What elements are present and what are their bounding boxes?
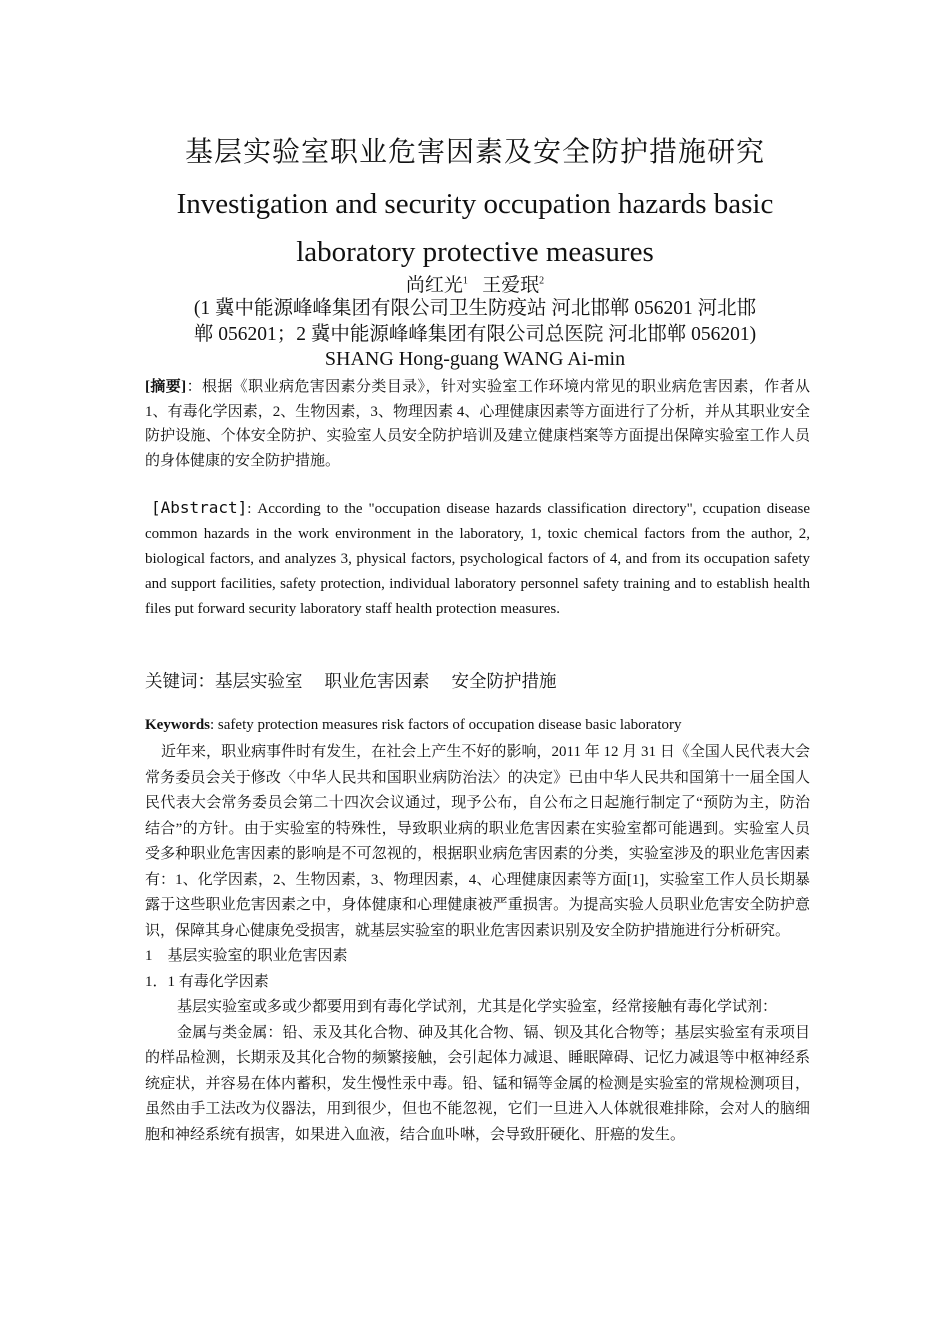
keyword-1: 基层实验室 (215, 671, 303, 691)
title-chinese: 基层实验室职业危害因素及安全防护措施研究 (184, 137, 765, 168)
author-1: 尚红光 (405, 275, 463, 296)
section-heading-1: 1 基层实验室的职业危害因素 (145, 948, 348, 964)
keywords-en-label: Keywords (145, 717, 210, 733)
authors-chinese (120, 270, 830, 297)
abstract-cn-colon: ： (186, 379, 202, 395)
author-2: 王爱珉 (482, 275, 540, 296)
title-english-line2: laboratory protective measures (296, 236, 654, 268)
affiliation-line2: 郸 056201；2 冀中能源峰峰集团有限公司总医院 河北邯郸 056201) (193, 324, 757, 345)
authors-english: SHANG Hong-guang WANG Ai-min (324, 348, 626, 370)
affiliation-line1: (1 冀中能源峰峰集团有限公司卫生防疫站 河北邯郸 056201 河北邯 (193, 298, 757, 319)
paragraph-1: 基层实验室或多或少都要用到有毒化学试剂，尤其是化学实验室，经常接触有毒化学试剂： (177, 999, 778, 1015)
affiliations (120, 296, 830, 348)
abstract-en-text: According to the "occupation disease hazards classification directory", ccupation disease common hazards in the work environment in the laboratory, 1, toxic chemical factors from the author, 2, biological factors, and analyzes 3, physical factors, psychological factors of 4, and from its occupation safety and support facilities, safety protection, individual laboratory personnel safety training and to establish health files put forward security laboratory staff health protection measures. (145, 501, 811, 617)
keywords-cn-label: 关键词： (145, 671, 215, 691)
keywords-english (145, 717, 810, 734)
abstract-en-label: [Abstract] (150, 498, 248, 517)
title-english-line1: Investigation and security occupation hazards basic (176, 188, 774, 220)
abstract-cn-text: 根据《职业病危害因素分类目录》，针对实验室工作环境内常见的职业病危害因素，作者从 1、有毒化学因素，2、生物因素，3、物理因素 4、心理健康因素等方面进行了分析，并从其职业安全防护设施、个体安全防护、实验室人员安全防护培训及建立健康档案等方面提出保障实验室工作人员的身体健康的安全防护措施。 (145, 379, 810, 469)
abstract-chinese (145, 375, 810, 473)
body-text (145, 740, 810, 1148)
keyword-2: 职业危害因素 (324, 671, 430, 691)
section-heading-1-1: 1．1 有毒化学因素 (145, 973, 269, 990)
keywords-en-text: : safety protection measures risk factors of occupation disease basic laboratory (210, 717, 682, 733)
keywords-chinese (145, 668, 810, 693)
intro-paragraph: 近年来，职业病事件时有发生，在社会上产生不好的影响，2011 年 12 月 31 日《全国人民代表大会常务委员会关于修改〈中华人民共和国职业病防治法〉的决定》已由中华人民共和国第十一届全国人民代表大会常务委员会第二十四次会议通过，现予公布，自公布之日起施行制定了“预防为主，防治结合”的方针。由于实验室的特殊性，导致职业病的职业危害因素在实验室都可能遇到。实验室人员受多种职业危害因素的影响是不可忽视的，根据职业病危害因素的分类，实验室涉及的职业危害因素有：1、化学因素，2、生物因素，3、物理因素，4、心理健康因素等方面[1]，实验室工作人员长期暴露于这些职业危害因素之中，身体健康和心理健康被严重损害。为提高实验人员职业危害安全防护意识，保障其身心健康免受损害，就基层实验室的职业危害因素识别及安全防护措施进行分析研究。 (145, 744, 810, 939)
author-2-affil-mark: 2 (539, 275, 545, 287)
title-english (120, 180, 830, 276)
abstract-english (145, 495, 810, 622)
keyword-3: 安全防护措施 (451, 671, 557, 691)
author-1-affil-mark: 1 (462, 275, 468, 287)
abstract-cn-label: [摘要] (145, 379, 187, 395)
abstract-en-colon: : (247, 501, 252, 517)
paragraph-2: 金属与类金属：铅、汞及其化合物、砷及其化合物、镉、钡及其化合物等；基层实验室有汞项目的样品检测，长期汞及其化合物的频繁接触，会引起体力减退、睡眠障碍、记忆力减退等中枢神经系统症状，并容易在体内蓄积，发生慢性汞中毒。铅、锰和镉等金属的检测是实验室的常规检测项目，虽然由手工法改为仪器法，用到很少，但也不能忽视，它们一旦进入人体就很难排除，会对人的脑细胞和神经系统有损害，如果进入血液，结合血卟啉，会导致肝硬化、肝癌的发生。 (145, 1024, 810, 1143)
